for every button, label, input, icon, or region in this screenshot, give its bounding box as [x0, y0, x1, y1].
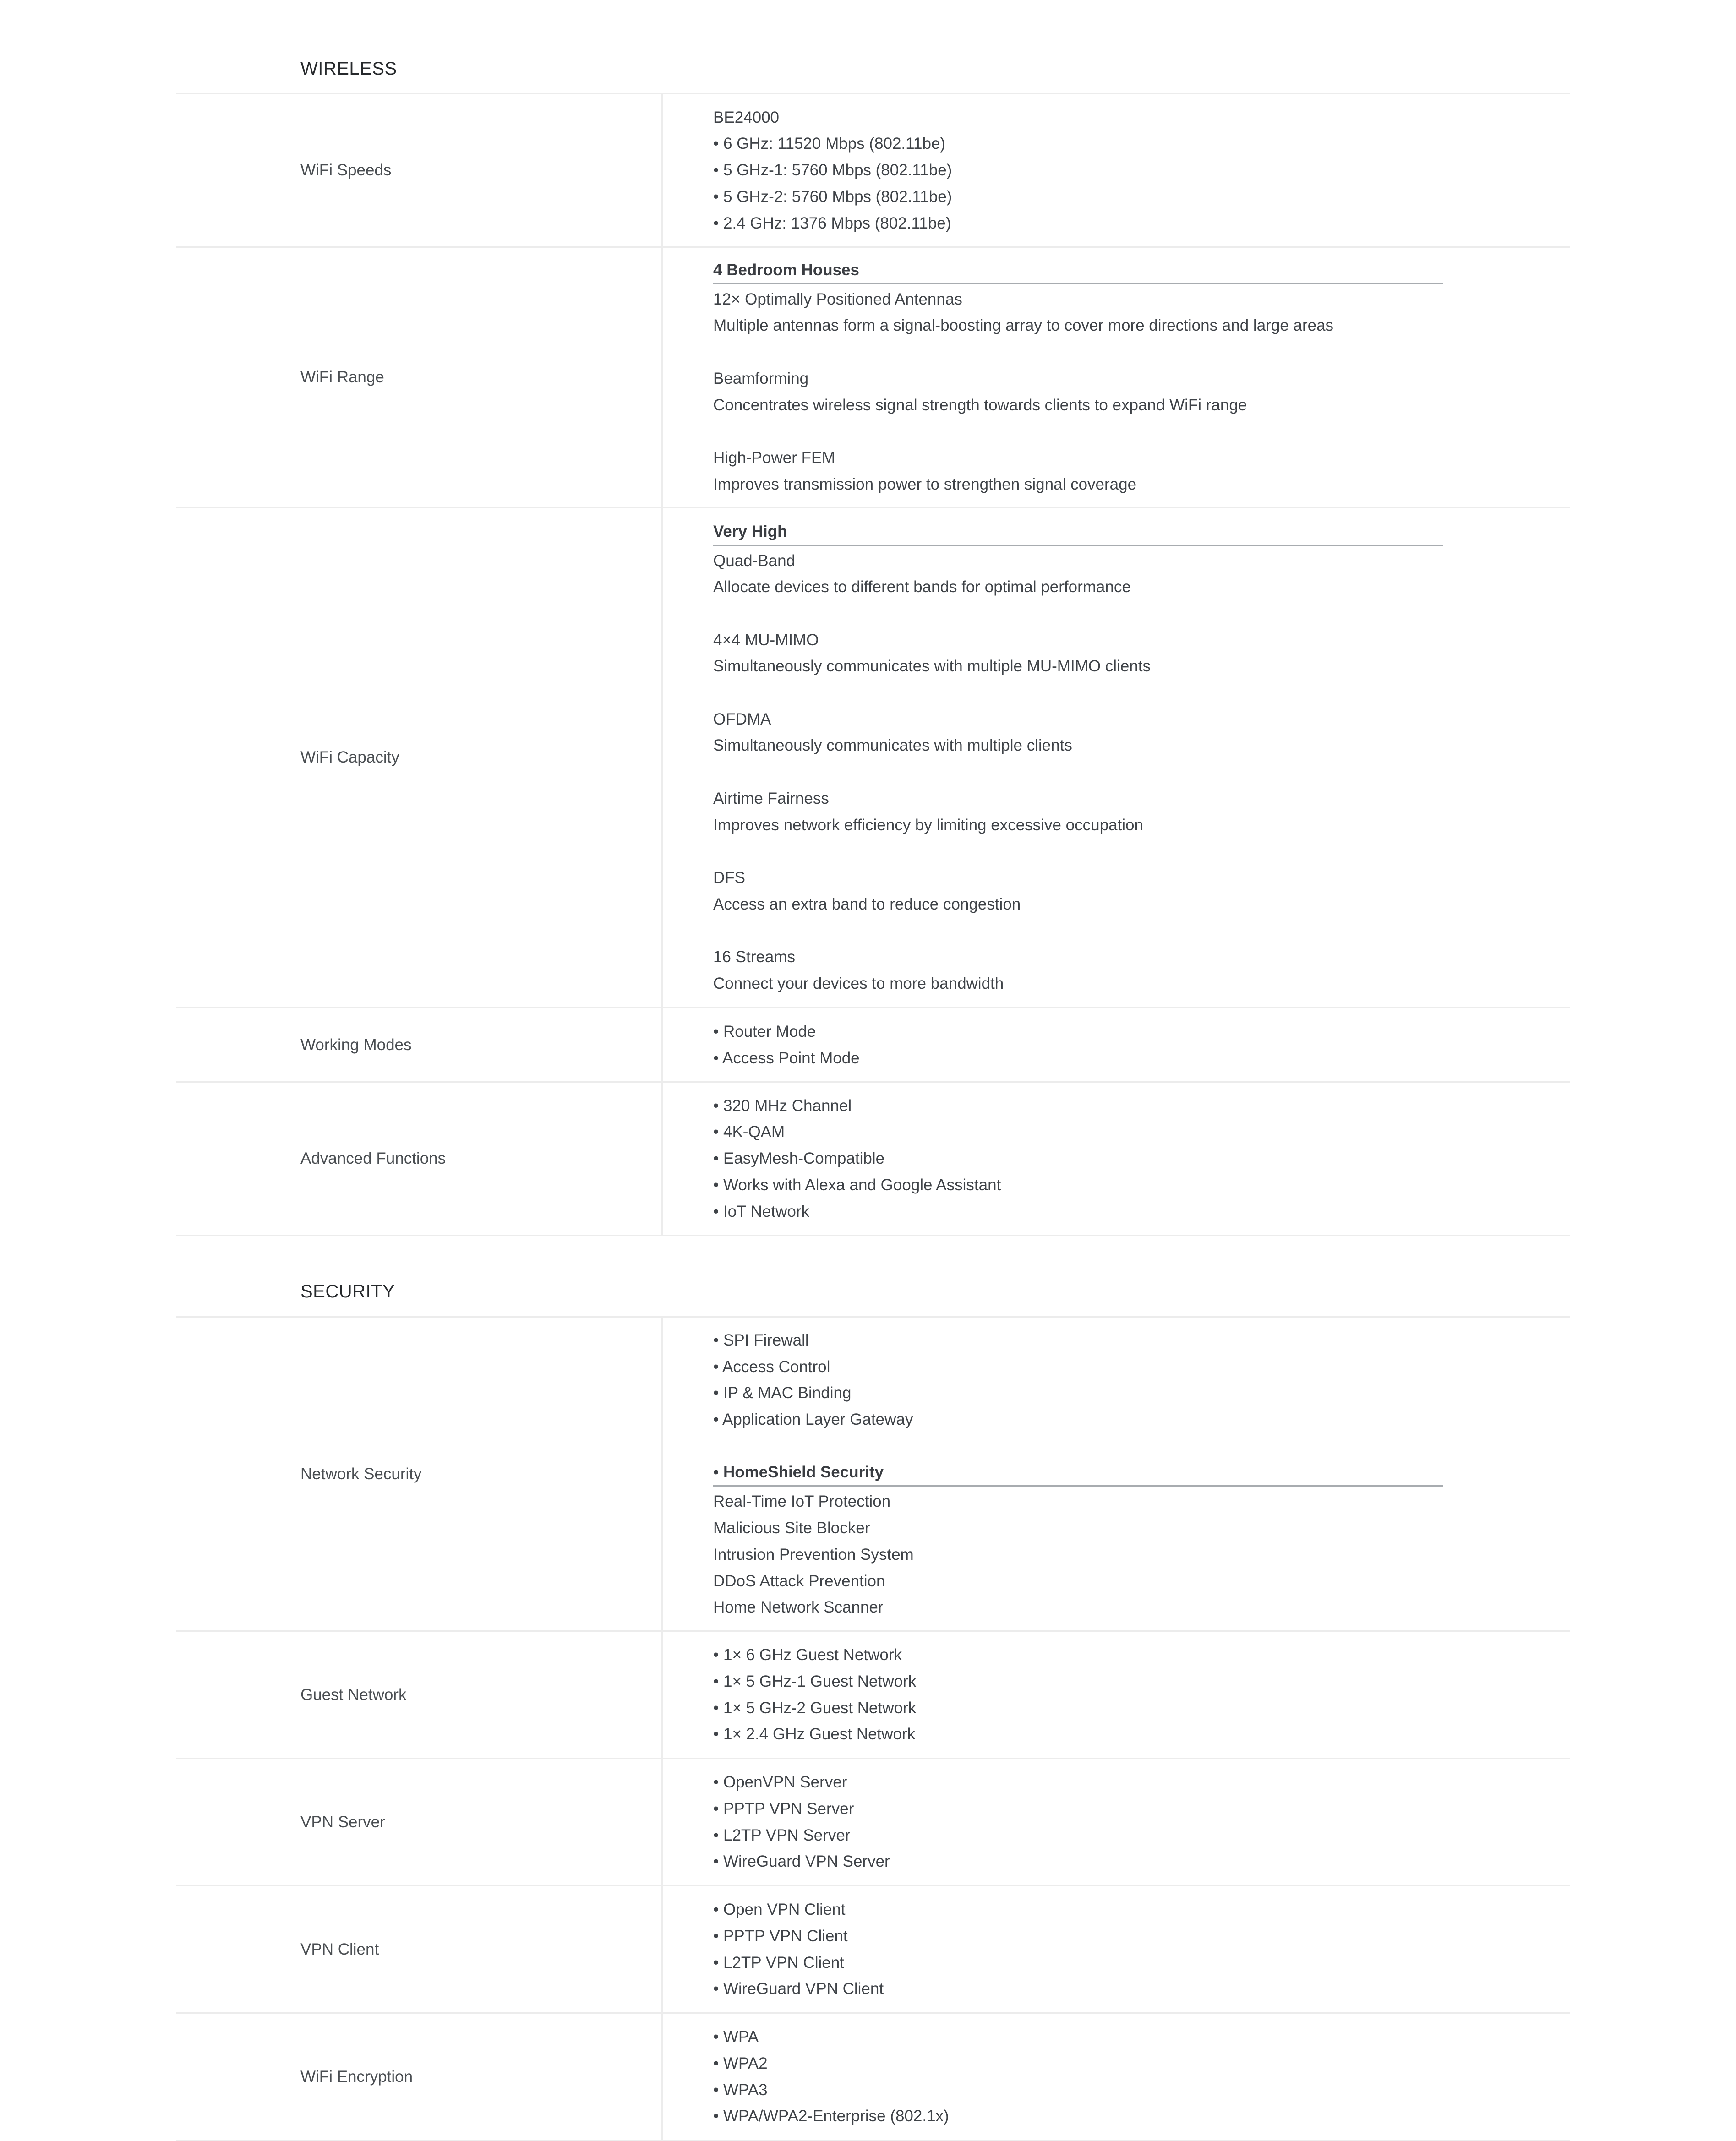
- spec-heading: 4 Bedroom Houses: [713, 257, 1443, 284]
- spec-label: VPN Client: [176, 1886, 663, 2012]
- spec-heading: Very High: [713, 518, 1443, 546]
- spec-row-wifi-capacity: [176, 508, 1570, 1008]
- spec-line: • WireGuard VPN Client: [713, 1980, 884, 1998]
- spec-value: [663, 508, 1570, 1007]
- spec-line: Multiple antennas form a signal-boosting array to cover more directions and large areas: [713, 316, 1334, 335]
- spec-label: WiFi Speeds: [176, 94, 663, 246]
- spec-line: • WPA2: [713, 2054, 768, 2072]
- spec-value: [663, 94, 1570, 246]
- spec-line: • WireGuard VPN Server: [713, 1852, 890, 1871]
- spec-line: • L2TP VPN Client: [713, 1953, 844, 1972]
- spec-line: • Works with Alexa and Google Assistant: [713, 1176, 1001, 1194]
- spec-label: WiFi Encryption: [176, 2014, 663, 2140]
- spec-line: 12× Optimally Positioned Antennas: [713, 290, 962, 308]
- spec-line: Simultaneously communicates with multiple MU-MIMO clients: [713, 657, 1151, 676]
- spec-line: DFS: [713, 868, 745, 887]
- spec-line: • PPTP VPN Server: [713, 1799, 854, 1818]
- spec-label: VPN Server: [176, 1759, 663, 1885]
- spec-line: Quad-Band: [713, 551, 796, 570]
- spec-line: • OpenVPN Server: [713, 1773, 847, 1792]
- spec-row-vpn-server: [176, 1759, 1570, 1886]
- spec-value: [663, 1632, 1570, 1758]
- spec-line: Access an extra band to reduce congestion: [713, 895, 1021, 913]
- wireless-spec-table: [176, 93, 1570, 1236]
- spec-row-working-modes: [176, 1008, 1570, 1083]
- spec-line: Home Network Scanner: [713, 1598, 884, 1617]
- spec-line: • 1× 2.4 GHz Guest Network: [713, 1725, 916, 1743]
- spec-value: [663, 1008, 1570, 1081]
- spec-line: • 5 GHz-1: 5760 Mbps (802.11be): [713, 161, 952, 180]
- spec-line: 16 Streams: [713, 948, 795, 966]
- spec-line: • 1× 5 GHz-2 Guest Network: [713, 1699, 917, 1717]
- spec-value: [663, 1759, 1570, 1885]
- spec-line: High-Power FEM: [713, 448, 835, 467]
- spec-line: Concentrates wireless signal strength towards clients to expand WiFi range: [713, 396, 1247, 414]
- spec-line: Beamforming: [713, 369, 809, 387]
- spec-label: Advanced Functions: [176, 1083, 663, 1235]
- spec-row-wifi-encryption: [176, 2014, 1570, 2141]
- spec-line: BE24000: [713, 108, 780, 126]
- spec-row-network-security: [176, 1318, 1570, 1632]
- spec-label: Network Security: [176, 1318, 663, 1630]
- spec-value: [663, 1083, 1570, 1235]
- spec-line: Improves transmission power to strengthen signal coverage: [713, 475, 1137, 493]
- spec-line: • Open VPN Client: [713, 1901, 846, 1919]
- spec-label: Guest Network: [176, 1632, 663, 1758]
- spec-line: • 6 GHz: 11520 Mbps (802.11be): [713, 135, 946, 153]
- spec-line: Improves network efficiency by limiting excessive occupation: [713, 816, 1143, 834]
- spec-line: • IoT Network: [713, 1202, 809, 1220]
- spec-row-guest-network: [176, 1632, 1570, 1759]
- spec-label: WiFi Capacity: [176, 508, 663, 1007]
- spec-heading: • HomeShield Security: [713, 1459, 1443, 1487]
- spec-row-advanced-functions: [176, 1083, 1570, 1236]
- spec-line: • 2.4 GHz: 1376 Mbps (802.11be): [713, 214, 951, 232]
- spec-line: • Router Mode: [713, 1022, 816, 1041]
- spec-line: • L2TP VPN Server: [713, 1826, 851, 1844]
- spec-line: • 5 GHz-2: 5760 Mbps (802.11be): [713, 187, 952, 206]
- spec-line: Real-Time IoT Protection: [713, 1493, 891, 1511]
- spec-line: • Access Point Mode: [713, 1049, 860, 1067]
- spec-line: DDoS Attack Prevention: [713, 1572, 885, 1590]
- spec-line: • IP & MAC Binding: [713, 1384, 852, 1402]
- spec-line: Airtime Fairness: [713, 789, 829, 807]
- spec-line: • 4K-QAM: [713, 1123, 785, 1141]
- spec-line: Simultaneously communicates with multiple clients: [713, 736, 1072, 755]
- spec-value: [663, 1886, 1570, 2012]
- section-title-wireless: WIRELESS: [300, 59, 397, 79]
- spec-label: WiFi Range: [176, 248, 663, 507]
- spec-line: 4×4 MU-MIMO: [713, 631, 819, 649]
- spec-line: • PPTP VPN Client: [713, 1927, 848, 1945]
- spec-line: Malicious Site Blocker: [713, 1519, 870, 1537]
- spec-line: OFDMA: [713, 710, 771, 728]
- spec-value: [663, 1318, 1570, 1630]
- spec-row-wifi-speeds: [176, 94, 1570, 248]
- spec-line: • Application Layer Gateway: [713, 1411, 913, 1429]
- spec-line: Connect your devices to more bandwidth: [713, 974, 1004, 992]
- spec-value: [663, 2014, 1570, 2140]
- spec-line: • 1× 6 GHz Guest Network: [713, 1646, 902, 1664]
- spec-line: • Access Control: [713, 1357, 830, 1376]
- section-title-security: SECURITY: [300, 1281, 395, 1302]
- spec-line: • WPA3: [713, 2081, 768, 2099]
- spec-line: Intrusion Prevention System: [713, 1545, 914, 1564]
- spec-value: [663, 248, 1570, 507]
- spec-line: • WPA: [713, 2028, 759, 2046]
- spec-row-vpn-client: [176, 1886, 1570, 2014]
- spec-label: Working Modes: [176, 1008, 663, 1081]
- spec-line: • 320 MHz Channel: [713, 1096, 852, 1115]
- spec-line: • SPI Firewall: [713, 1331, 809, 1349]
- spec-row-wifi-range: [176, 248, 1570, 508]
- spec-line: • WPA/WPA2-Enterprise (802.1x): [713, 2107, 949, 2125]
- security-spec-table: [176, 1316, 1570, 2141]
- spec-line: • EasyMesh-Compatible: [713, 1149, 885, 1168]
- spec-line: Allocate devices to different bands for optimal performance: [713, 578, 1131, 596]
- spec-line: • 1× 5 GHz-1 Guest Network: [713, 1672, 917, 1690]
